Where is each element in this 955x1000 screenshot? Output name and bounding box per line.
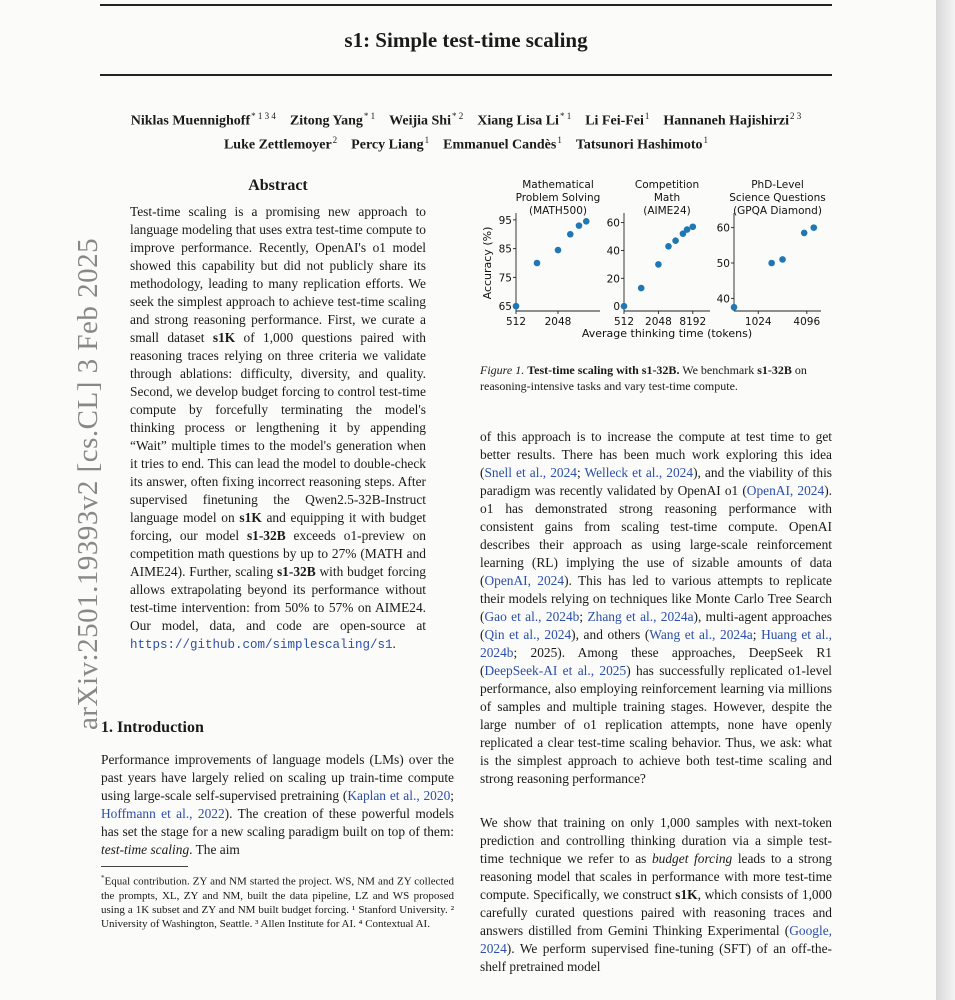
data-point — [576, 222, 583, 229]
citation-link[interactable]: Qin et al., 2024 — [484, 627, 572, 642]
data-point — [731, 304, 738, 311]
x-axis-label: Average thinking time (tokens) — [581, 327, 753, 340]
page-edge — [936, 0, 955, 1000]
author-line-2 — [100, 131, 832, 155]
author-affiliation: 2 — [332, 134, 338, 145]
x-tick-label: 512 — [613, 316, 635, 328]
data-point — [779, 256, 786, 263]
author-affiliation: * 1 — [559, 111, 572, 121]
top-rule — [100, 4, 832, 6]
author-affiliation: 1 — [703, 134, 709, 145]
citation-link[interactable]: Gao et al., 2024b — [484, 609, 580, 624]
intro-text: Performance improvements of language models (LMs) over the past years have largely relied on scaling up train-time compute using large-scale self-supervised pretraining (Kaplan et al., 2020; Hoffmann et al., 2022). The creation of these powerful models has set the stage for a new scaling paradigm built on top of them: test-time scaling. The aim — [101, 752, 455, 857]
x-tick-label: 2048 — [544, 316, 572, 328]
paper-title: s1: Simple test-time scaling — [344, 28, 588, 52]
citation-link[interactable]: Welleck et al., 2024 — [584, 465, 694, 480]
author-affiliation: 2 3 — [790, 111, 802, 121]
citation-link[interactable]: DeepSeek-AI et al., 2025 — [484, 663, 627, 678]
data-point — [672, 237, 679, 244]
data-point — [665, 243, 672, 250]
citation-link[interactable]: Hoffmann et al., 2022 — [101, 806, 225, 821]
author-affiliation: 1 — [644, 111, 650, 121]
panel-title: Competition — [634, 179, 700, 191]
x-tick-label: 2048 — [645, 316, 672, 328]
panel-title: (MATH500) — [529, 205, 587, 217]
author-affiliation: * 1 3 4 — [251, 111, 276, 121]
y-tick-label: 0 — [613, 301, 620, 314]
y-axis-label: Accuracy (%) — [481, 226, 494, 300]
y-tick-label: 75 — [498, 272, 512, 285]
data-point — [567, 231, 574, 238]
test-time-scaling-chart — [478, 170, 832, 345]
author-affiliation: * 1 — [363, 111, 376, 121]
author-name: Percy Liang — [351, 137, 424, 153]
panel-title: Math — [653, 192, 681, 204]
author-name: Tatsunori Hashimoto — [575, 137, 703, 153]
y-tick-label: 60 — [606, 217, 620, 230]
y-tick-label: 60 — [716, 222, 730, 235]
intro-heading: 1. Introduction — [101, 719, 204, 736]
y-tick-label: 40 — [606, 245, 620, 258]
title-rule — [100, 74, 832, 76]
data-point — [810, 224, 817, 231]
author-name: Zitong Yang — [289, 113, 363, 129]
data-point — [690, 223, 697, 230]
panel-title: (GPQA Diamond) — [733, 205, 822, 217]
panel-title: Problem Solving — [515, 192, 601, 204]
author-affiliation: 1 — [557, 134, 562, 145]
figure-1 — [478, 170, 832, 345]
intro-right-para-2: We show that training on only 1,000 samples with next-token prediction and controlling thinking duration via a simple test-time technique we refer to as budget forcing leads to a strong reasoning model that scales in performance with more test-time compute. Specifically, we construct s1K, which consists of 1,000 carefully curated questions paired with reasoning traces and answers distilled from Gemini Thinking Experimental (Google, 2024). We perform supervised fine-tuning (SFT) of an off-the-shelf pretrained model — [480, 815, 833, 974]
abstract-heading: Abstract — [248, 177, 308, 194]
data-point — [621, 303, 628, 310]
footnote: *Equal contribution. ZY and NM started the project. WS, NM and ZY collected the prompts, XL, ZY and NM, built the data pipeline, LZ and WS proposed using a 1K subset and ZY and NM built budget forcing. ¹ Stanford University. ² University of Washington, Seattle. ³ Allen Institute for AI. ⁴ Contextual AI. — [101, 874, 454, 930]
data-point — [638, 285, 645, 292]
x-tick-label: 4096 — [793, 316, 821, 328]
citation-link[interactable]: Google, 2024 — [480, 923, 832, 956]
data-point — [655, 261, 662, 268]
citation-link[interactable]: Huang et al., 2024b — [480, 627, 832, 660]
figure-caption: Figure 1. Test-time scaling with s1-32B. We benchmark s1-32B on reasoning-intensive tasks and vary test-time compute. — [480, 363, 807, 393]
citation-link[interactable]: Snell et al., 2024 — [484, 465, 577, 480]
data-point — [684, 226, 691, 233]
panel-title: Mathematical — [522, 179, 594, 191]
y-tick-label: 85 — [498, 243, 512, 256]
citation-link[interactable]: Kaplan et al., 2020 — [347, 788, 451, 803]
data-point — [555, 247, 562, 254]
author-name: Xiang Lisa Li — [477, 113, 559, 129]
arxiv-stamp: arXiv:2501.19393v2 [cs.CL] 3 Feb 2025 — [72, 237, 104, 730]
panel-title: Science Questions — [729, 192, 826, 204]
author-name: Luke Zettlemoyer — [223, 137, 332, 153]
data-point — [513, 303, 520, 310]
data-point — [801, 230, 808, 237]
abstract-text: Test-time scaling is a promising new approach to language modeling that uses extra test-time compute to improve performance. Recently, OpenAI's o1 model showed this capability but did not publicly share its methodology, leading to many replication efforts. We seek the simplest approach to achieve test-time scaling and strong reasoning performance. First, we curate a small dataset s1K of 1,000 questions paired with reasoning traces relying on three criteria we validate through ablations: difficulty, diversity, and quality. Second, we develop budget forcing to control test-time compute by forcefully terminating the model's thinking process or lengthening it by appending “Wait” multiple times to the model's generation when it tries to end. This can lead the model to double-check its answer, often fixing incorrect reasoning steps. After supervised finetuning the Qwen2.5-32B-Instruct language model on s1K and equipping it with budget forcing, our model s1-32B exceeds o1-preview on competition math questions by up to 27% (MATH and AIME24). Further, scaling s1-32B with budget forcing allows extrapolating beyond its performance without test-time intervention: from 50% to 57% on AIME24. Our model, data, and code are open-source at https://github.com/simplescaling/s1. — [130, 204, 426, 652]
citation-link[interactable]: Wang et al., 2024a — [649, 627, 753, 642]
y-tick-label: 50 — [716, 258, 730, 270]
x-tick-label: 1024 — [744, 316, 772, 328]
repo-link[interactable]: https://github.com/simplescaling/s1 — [130, 638, 393, 652]
author-affiliation: * 2 — [452, 111, 464, 121]
author-name: Emmanuel Candès — [443, 137, 557, 153]
author-name: Li Fei-Fei — [585, 113, 644, 129]
author-name: Niklas Muennighoff — [130, 113, 251, 129]
y-tick-label: 40 — [716, 293, 730, 306]
citation-link[interactable]: Zhang et al., 2024a — [587, 609, 694, 624]
y-tick-label: 65 — [498, 301, 512, 314]
panel-title: (AIME24) — [643, 205, 691, 217]
footnote-rule — [101, 866, 188, 867]
y-tick-label: 95 — [498, 214, 512, 227]
data-point — [534, 260, 541, 267]
panel-title: PhD-Level — [751, 179, 804, 191]
data-point — [583, 218, 590, 225]
x-tick-label: 8192 — [679, 316, 707, 328]
citation-link[interactable]: OpenAI, 2024 — [746, 483, 825, 498]
author-name: Weijia Shi — [389, 113, 451, 129]
citation-link[interactable]: OpenAI, 2024 — [484, 573, 565, 588]
intro-right-para-1: of this approach is to increase the compute at test time to get better results. There has been much work exploring this idea (Snell et al., 2024; Welleck et al., 2024), and the viability of this paradigm was recently validated by OpenAI o1 (OpenAI, 2024). o1 has demonstrated strong reasoning performance with consistent gains from scaling test-time compute. OpenAI describes their approach as using large-scale reinforcement learning (RL) implying the use of sizable amounts of data (OpenAI, 2024). This has led to various attempts to replicate their models relying on techniques like Monte Carlo Tree Search (Gao et al., 2024b; Zhang et al., 2024a), multi-agent approaches (Qin et al., 2024), and others (Wang et al., 2024a; Huang et al., 2024b; 2025). Among these approaches, DeepSeek R1 (DeepSeek-AI et al., 2025) has successfully replicated o1-level performance, also employing reinforcement learning via millions of samples and multiple training stages. However, despite the large number of o1 replication attempts, none have openly replicated a clear test-time scaling behavior. Thus, we ask: what is the simplest approach to achieve both test-time scaling and strong reasoning performance? — [480, 429, 833, 786]
author-list — [100, 107, 832, 154]
data-point — [768, 260, 775, 267]
author-name: Hannaneh Hajishirzi — [663, 113, 790, 129]
x-tick-label: 512 — [505, 316, 527, 328]
author-affiliation: 1 — [424, 134, 430, 145]
author-line-1 — [100, 107, 832, 131]
y-tick-label: 20 — [606, 273, 620, 286]
